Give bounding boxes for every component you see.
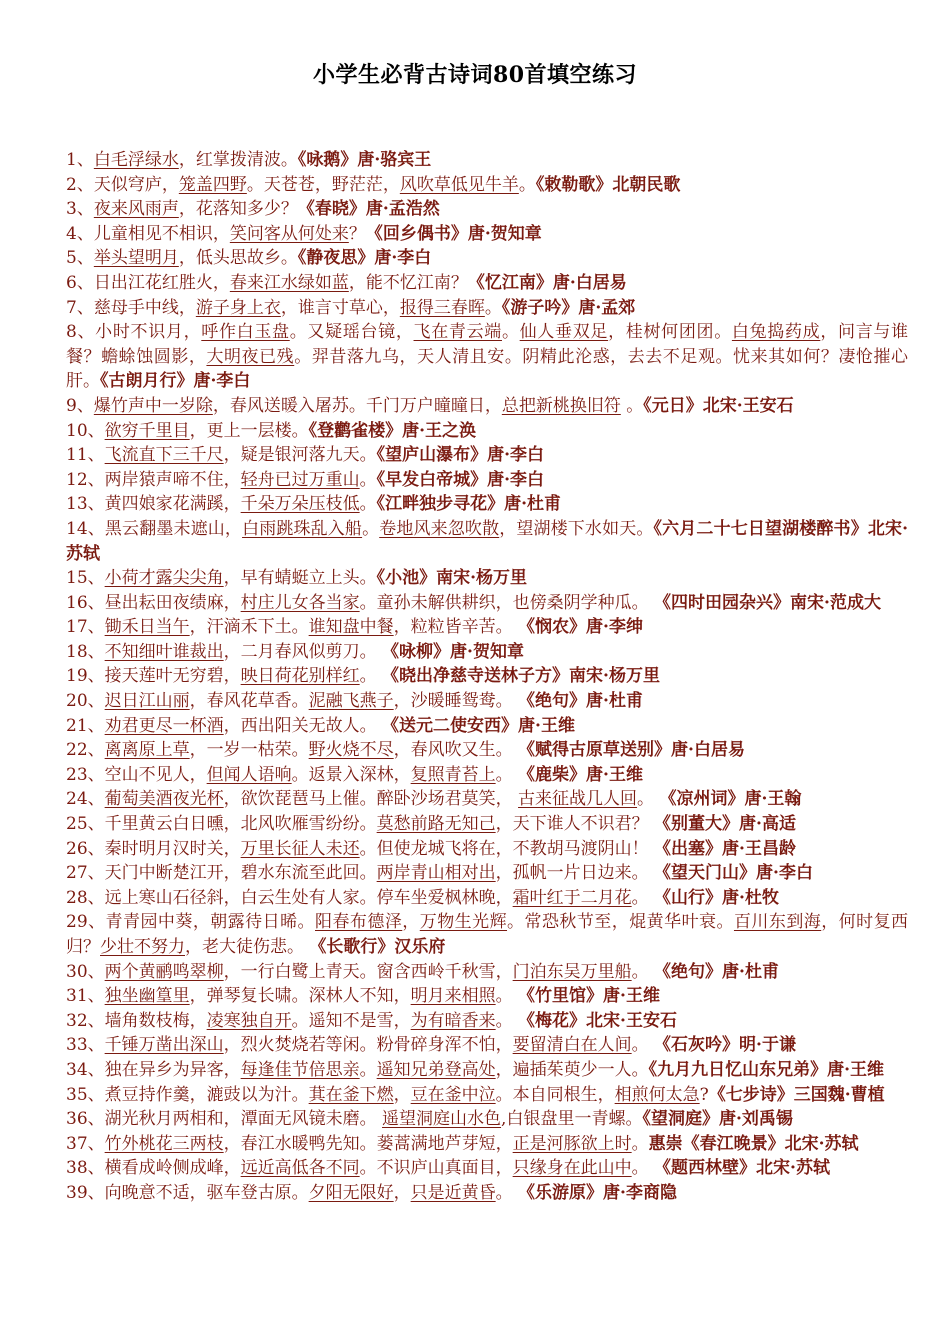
blank-answer: 轻舟已过万重山 — [240, 469, 360, 490]
poem-text: 。 — [631, 1035, 655, 1056]
poem-item — [66, 246, 908, 271]
poem-text: 3、 — [66, 199, 94, 220]
poem-text: 2、天似穹庐， — [66, 174, 179, 195]
poem-source: 《早发白帝城》唐·李白 — [376, 469, 545, 490]
blank-answer: 竹外桃花三两枝 — [104, 1133, 224, 1154]
blank-answer: 白雨跳珠乱入船 — [242, 518, 363, 539]
blank-answer: 野火烧不尽 — [308, 740, 394, 761]
blank-answer: 小荷才露尖尖角 — [104, 568, 224, 589]
blank-answer: 莫愁前路无知己 — [376, 814, 496, 835]
poem-text: 。 — [620, 395, 644, 416]
poem-item — [66, 910, 908, 959]
poem-text: 。 — [495, 986, 519, 1007]
poem-text: 14、黑云翻墨未遮山， — [66, 518, 243, 539]
poem-item — [66, 615, 908, 640]
poem-item — [66, 837, 908, 862]
poem-item — [66, 1107, 908, 1132]
poem-source: 《六月二十七日望湖楼醉书》北宋·苏轼 — [66, 518, 909, 564]
poem-source: 《晓出净慈寺送林子方》南宋·杨万里 — [382, 666, 660, 687]
blank-answer: 明月来相照 — [410, 986, 496, 1007]
poem-source: 《赋得古原草送别》唐·白居易 — [518, 740, 745, 761]
poem-text: ， — [402, 912, 420, 933]
poem-text: ，一行白鹭上青天。窗含西岭千秋雪， — [223, 961, 513, 982]
poem-source: 《绝句》唐·杜甫 — [518, 691, 643, 712]
page-title: 小学生必背古诗词80首填空练习 — [312, 62, 638, 88]
poem-item — [66, 443, 908, 468]
poem-text: 。天苍苍，野茫茫， — [246, 174, 400, 195]
poem-text: 6、日出江花红胜火， — [66, 272, 230, 293]
poem-text: 。 — [631, 961, 655, 982]
poem-text: ，沙暖睡鸳鸯。 — [393, 691, 519, 712]
poem-source: 《敕勒歌》北朝民歌 — [535, 174, 681, 195]
poem-source: 《忆江南》唐·白居易 — [467, 272, 627, 293]
poem-text: 38、横看成岭侧成峰， — [66, 1158, 241, 1179]
poem-text: ，弹琴复长啸。深林人不知， — [189, 986, 411, 1007]
blank-answer: 霜叶红于二月花 — [512, 887, 632, 908]
poem-item — [66, 763, 908, 788]
blank-answer: 仙人垂双足 — [519, 322, 609, 343]
poem-text: 25、千里黄云白日曛，北风吹雁雪纷纷。 — [66, 814, 377, 835]
poem-text: 27、天门中断楚江开，碧水东流至此回。 — [66, 863, 377, 884]
poem-item — [66, 222, 908, 247]
poem-text: ，更上一层楼。 — [189, 420, 309, 441]
poem-source: 《登鹳雀楼》唐·王之涣 — [308, 420, 477, 441]
blank-answer: 离离原上草 — [104, 740, 190, 761]
poem-text: 。 — [631, 1158, 655, 1179]
poem-source: 《元日》北宋·王安石 — [643, 395, 794, 416]
poem-source: 《出塞》唐·王昌龄 — [654, 838, 796, 859]
poem-text: 。 — [631, 887, 655, 908]
blank-answer: 葡萄美酒夜光杯 — [104, 789, 224, 810]
blank-answer: 报得三春晖 — [399, 297, 485, 318]
poem-source: 《悯农》唐·李绅 — [518, 617, 643, 638]
blank-answer: 千锤万凿出深山 — [104, 1035, 224, 1056]
poem-text: ，西出阳关无故人。 — [223, 715, 383, 736]
poem-text: 4、儿童相见不相识， — [66, 223, 230, 244]
poem-text: 29、青青园中葵，朝露待日晞。 — [66, 912, 315, 933]
poem-text: ，问言与谁餐？蟾蜍蚀圆影， — [66, 322, 909, 367]
poem-text: 30、 — [66, 961, 105, 982]
poem-text: 10、 — [66, 420, 105, 441]
poem-text: ， — [393, 1084, 411, 1105]
poem-source: 《送元二使安西》唐·王维 — [382, 715, 575, 736]
poem-source: 《长歌行》汉乐府 — [309, 937, 446, 957]
poem-text: ，能不忆江南？ — [348, 272, 468, 293]
poem-item — [66, 984, 908, 1009]
poem-source: 《回乡偶书》唐·贺知章 — [365, 223, 542, 244]
poem-text: ，一岁一枯荣。 — [189, 740, 309, 761]
poem-text: 11、 — [66, 445, 105, 466]
poem-text: 。 — [631, 1133, 649, 1154]
poem-text: ？ — [348, 223, 366, 244]
blank-answer: 谁知盘中餐 — [308, 617, 394, 638]
poem-item — [66, 1083, 908, 1108]
poem-text: ，早有蜻蜓立上头。 — [223, 568, 377, 589]
poem-item — [66, 1009, 908, 1034]
poem-text: 8、小时不识月， — [66, 322, 202, 343]
poem-item — [66, 1156, 908, 1181]
blank-answer: 千朵万朵压枝低 — [240, 494, 360, 515]
poem-item — [66, 689, 908, 714]
blank-answer: 遥知兄弟登高处 — [376, 1059, 496, 1080]
poem-text: 23、空山不见人， — [66, 764, 207, 785]
poem-text: ,白银盘里一青螺。 — [501, 1109, 643, 1130]
blank-answer: 大明夜已残 — [206, 346, 295, 367]
poem-item — [66, 173, 908, 198]
poem-text: 33、 — [66, 1035, 105, 1056]
poem-text: 21、 — [66, 715, 105, 736]
blank-answer: 笑问客从何处来 — [229, 223, 349, 244]
poem-text: 。不识庐山真面目， — [359, 1158, 513, 1179]
poem-source: 《鹿柴》唐·王维 — [518, 764, 643, 785]
poem-text: ，春风送暖入屠苏。千门万户曈曈日， — [212, 395, 502, 416]
poem-text: 。 — [362, 518, 380, 539]
blank-answer: 卷地风来忽吹散 — [379, 518, 500, 539]
poem-text: 22、 — [66, 740, 105, 761]
blank-answer: 风吹草低见牛羊 — [399, 174, 519, 195]
poem-text: ，老大徒伤悲。 — [185, 937, 310, 957]
poem-text: 34、独在异乡为异客， — [66, 1059, 241, 1080]
poem-source: 《江畔独步寻花》唐·杜甫 — [376, 494, 562, 515]
poem-item — [66, 492, 908, 517]
poem-text: ，春风花草香。 — [189, 691, 309, 712]
poem-text: 。 — [359, 494, 377, 515]
poem-item — [66, 714, 908, 739]
poem-text: ? — [699, 1084, 709, 1105]
blank-answer: 劝君更尽一杯酒 — [104, 715, 224, 736]
poem-item — [66, 886, 908, 911]
poem-text: 37、 — [66, 1133, 105, 1154]
poem-text: 32、墙角数枝梅， — [66, 1010, 207, 1031]
poem-text: ，遍插茱萸少一人。 — [495, 1059, 649, 1080]
poem-source: 《山行》唐·杜牧 — [654, 887, 779, 908]
poem-text: 18、 — [66, 641, 105, 662]
blank-answer: 百川东到海 — [733, 912, 822, 933]
poem-text: ，何时复西归？ — [66, 912, 909, 957]
poem-source: 《咏鹅》唐·骆宾王 — [297, 150, 432, 170]
blank-answer: 飞在青云端 — [413, 322, 502, 343]
poem-source: 《望天门山》唐·李白 — [654, 863, 813, 884]
poem-text: ，烈火焚烧若等闲。粉骨碎身浑不怕， — [223, 1035, 513, 1056]
poem-text: 36、湖光秋月两相和，潭面无风镜未磨。 — [66, 1109, 383, 1130]
blank-answer: 少壮不努力 — [100, 937, 185, 957]
poem-text: ，低头思故乡。 — [178, 248, 298, 269]
blank-answer: 夜来风雨声 — [93, 199, 179, 220]
poem-text: ，桂树何团团。 — [608, 322, 732, 343]
poem-list — [66, 148, 908, 1206]
blank-answer: 遥望洞庭山水色 — [382, 1109, 502, 1130]
poem-text: ，孤帆一片日边来。 — [495, 863, 655, 884]
poem-item — [66, 1132, 908, 1157]
poem-source: 《乐游原》唐·李商隐 — [518, 1182, 677, 1203]
poem-text: 。羿昔落九乌，天人清且安。阴精此沦惑，去去不足观。忧来其如何？凄怆摧心肝。 — [66, 346, 909, 392]
poem-text: 17、 — [66, 617, 105, 638]
poem-text: ，红掌拨清波。 — [178, 150, 298, 170]
blank-answer: 锄禾日当午 — [104, 617, 190, 638]
blank-answer: 夕阳无限好 — [308, 1182, 394, 1203]
poem-item — [66, 517, 908, 566]
blank-answer: 只缘身在此山中 — [512, 1158, 632, 1179]
blank-answer: 总把新桃换旧符 — [501, 395, 621, 416]
poem-text: 9、 — [66, 395, 94, 416]
blank-answer: 萁在釜下燃 — [308, 1084, 394, 1105]
poem-text: ，花落知多少？ — [178, 199, 298, 220]
poem-text: 。 — [501, 322, 520, 343]
poem-item — [66, 468, 908, 493]
poem-text: ，春江水暖鸭先知。蒌蒿满地芦芽短， — [223, 1133, 513, 1154]
poem-source: 《题西林壁》北宋·苏轼 — [654, 1158, 830, 1179]
poem-text: ，欲饮琵琶马上催。醉卧沙场君莫笑， — [223, 789, 519, 810]
poem-text: ，二月春风似剪刀。 — [223, 641, 383, 662]
poem-text: ，粒粒皆辛苦。 — [393, 617, 519, 638]
poem-source: 《小池》南宋·杨万里 — [376, 568, 528, 589]
blank-answer: 飞流直下三千尺 — [104, 445, 224, 466]
blank-answer: 村庄儿女各当家 — [240, 592, 360, 613]
poem-text: 。返景入深林， — [291, 764, 411, 785]
poem-text: 。又疑瑶台镜， — [289, 322, 414, 343]
poem-item — [66, 197, 908, 222]
poem-text: ， — [393, 1182, 411, 1203]
poem-text: 15、 — [66, 568, 105, 589]
poem-item — [66, 960, 908, 985]
poem-source: 《望洞庭》唐·刘禹锡 — [642, 1109, 793, 1130]
blank-answer: 呼作白玉盘 — [201, 322, 290, 343]
poem-source: 《静夜思》唐·李白 — [297, 248, 432, 269]
poem-text: 。 — [495, 1182, 519, 1203]
blank-answer: 两岸青山相对出 — [376, 863, 496, 884]
poem-item — [66, 394, 908, 419]
poem-source: 《绝句》唐·杜甫 — [654, 961, 779, 982]
poem-text: 13、黄四娘家花满蹊， — [66, 494, 241, 515]
poem-text: 。本自同根生， — [495, 1084, 615, 1105]
poem-source: 《石灰吟》明·于谦 — [654, 1035, 796, 1056]
poem-item — [66, 861, 908, 886]
poem-source: 《七步诗》三国魏·曹植 — [708, 1084, 885, 1105]
poem-source: 《游子吟》唐·孟郊 — [501, 297, 636, 318]
poem-text: 。 — [495, 764, 519, 785]
blank-answer: 复照青苔上 — [410, 764, 496, 785]
poem-source: 《九月九日忆山东兄弟》唐·王维 — [648, 1059, 885, 1080]
poem-item — [66, 591, 908, 616]
blank-answer: 两个黄鹂鸣翠柳 — [104, 961, 224, 982]
blank-answer: 举头望明月 — [93, 248, 179, 269]
blank-answer: 万里长征人未还 — [240, 838, 360, 859]
poem-item — [66, 148, 908, 173]
poem-item — [66, 566, 908, 591]
poem-text: 。 — [518, 174, 536, 195]
blank-answer: 万物生光辉 — [419, 912, 508, 933]
poem-item — [66, 664, 908, 689]
poem-text: 。 — [359, 469, 377, 490]
poem-item — [66, 738, 908, 763]
poem-text: 35、煮豆持作羹，漉豉以为汁。 — [66, 1084, 309, 1105]
poem-text: ，望湖楼下水如天。 — [499, 518, 654, 539]
poem-source: 惠崇《春江晚景》北宋·苏轼 — [648, 1133, 859, 1154]
poem-item — [66, 1058, 908, 1083]
poem-source: 《竹里馆》唐·王维 — [518, 986, 660, 1007]
poem-text: 。常恐秋节至，焜黄华叶衰。 — [507, 912, 734, 933]
blank-answer: 白兔捣药成 — [731, 322, 821, 343]
poem-source: 《春晓》唐·孟浩然 — [297, 199, 440, 220]
blank-answer: 凌寒独自开 — [206, 1010, 292, 1031]
poem-text: 1、 — [66, 150, 94, 170]
blank-answer: 独坐幽篁里 — [104, 986, 190, 1007]
poem-source: 《古朗月行》唐·李白 — [100, 371, 251, 392]
poem-source: 《凉州词》唐·王翰 — [659, 789, 802, 810]
blank-answer: 映日荷花别样红 — [240, 666, 360, 687]
blank-answer: 每逢佳节倍思亲 — [240, 1059, 360, 1080]
poem-source: 《梅花》北宋·王安石 — [518, 1010, 677, 1031]
blank-answer: 白毛浮绿水 — [93, 150, 179, 170]
blank-answer: 但闻人语响 — [206, 764, 292, 785]
poem-text: 。遥知不是雪， — [291, 1010, 411, 1031]
blank-answer: 豆在釜中泣 — [410, 1084, 496, 1105]
poem-item — [66, 320, 908, 394]
blank-answer: 正是河豚欲上时 — [512, 1133, 632, 1154]
poem-text: 7、慈母手中线， — [66, 297, 196, 318]
poem-text: ，汗滴禾下土。 — [189, 617, 309, 638]
poem-source: 《四时田园杂兴》南宋·范成大 — [654, 592, 881, 613]
poem-text: 。童孙未解供耕织，也傍桑阴学种瓜。 — [359, 592, 655, 613]
blank-answer: 远近高低各不同 — [240, 1158, 360, 1179]
poem-text: 。 — [484, 297, 502, 318]
poem-text: 。 — [359, 1059, 377, 1080]
blank-answer: 相煎何太急 — [614, 1084, 700, 1105]
blank-answer: 游子身上衣 — [195, 297, 281, 318]
poem-text: 。 — [637, 789, 660, 810]
poem-text: ，春风吹又生。 — [393, 740, 519, 761]
blank-answer: 春来江水绿如蓝 — [229, 272, 349, 293]
blank-answer: 为有暗香来 — [410, 1010, 496, 1031]
poem-item — [66, 812, 908, 837]
blank-answer: 不知细叶谁裁出 — [104, 641, 224, 662]
poem-item — [66, 271, 908, 296]
poem-item — [66, 1033, 908, 1058]
poem-item — [66, 1181, 908, 1206]
poem-item — [66, 296, 908, 321]
poem-item — [66, 787, 908, 812]
poem-text: 24、 — [66, 789, 105, 810]
poem-text: 20、 — [66, 691, 105, 712]
poem-text: 28、远上寒山石径斜，白云生处有人家。停车坐爱枫林晚， — [66, 887, 513, 908]
poem-text: 。但使龙城飞将在，不教胡马渡阴山！ — [359, 838, 655, 859]
blank-answer: 笼盖四野 — [178, 174, 247, 195]
poem-source: 《望庐山瀑布》唐·李白 — [376, 445, 545, 466]
blank-answer: 爆竹声中一岁除 — [93, 395, 213, 416]
poem-text: 26、秦时明月汉时关， — [66, 838, 241, 859]
poem-source: 《咏柳》唐·贺知章 — [382, 641, 524, 662]
blank-answer: 迟日江山丽 — [104, 691, 190, 712]
poem-item — [66, 419, 908, 444]
blank-answer: 泥融飞燕子 — [308, 691, 394, 712]
poem-source: 《别董大》唐·高适 — [654, 814, 796, 835]
blank-answer: 阳春布德泽 — [315, 912, 403, 933]
poem-text: ，天下谁人不识君？ — [495, 814, 655, 835]
poem-text: ，谁言寸草心， — [280, 297, 400, 318]
poem-text: 31、 — [66, 986, 105, 1007]
blank-answer: 欲穷千里目 — [104, 420, 190, 441]
blank-answer: 门泊东吴万里船 — [512, 961, 632, 982]
poem-item — [66, 640, 908, 665]
poem-text: 39、向晚意不适，驱车登古原。 — [66, 1182, 309, 1203]
poem-text: 。 — [495, 1010, 519, 1031]
poem-text: 16、昼出耘田夜绩麻， — [66, 592, 241, 613]
poem-text: ，疑是银河落九天。 — [223, 445, 377, 466]
blank-answer: 古来征战几人回 — [518, 789, 638, 810]
poem-text: 12、两岸猿声啼不住， — [66, 469, 241, 490]
poem-text: 。 — [359, 666, 383, 687]
poem-text: 5、 — [66, 248, 94, 269]
poem-text: 19、接天莲叶无穷碧， — [66, 666, 241, 687]
blank-answer: 要留清白在人间 — [512, 1035, 632, 1056]
blank-answer: 只是近黄昏 — [410, 1182, 496, 1203]
